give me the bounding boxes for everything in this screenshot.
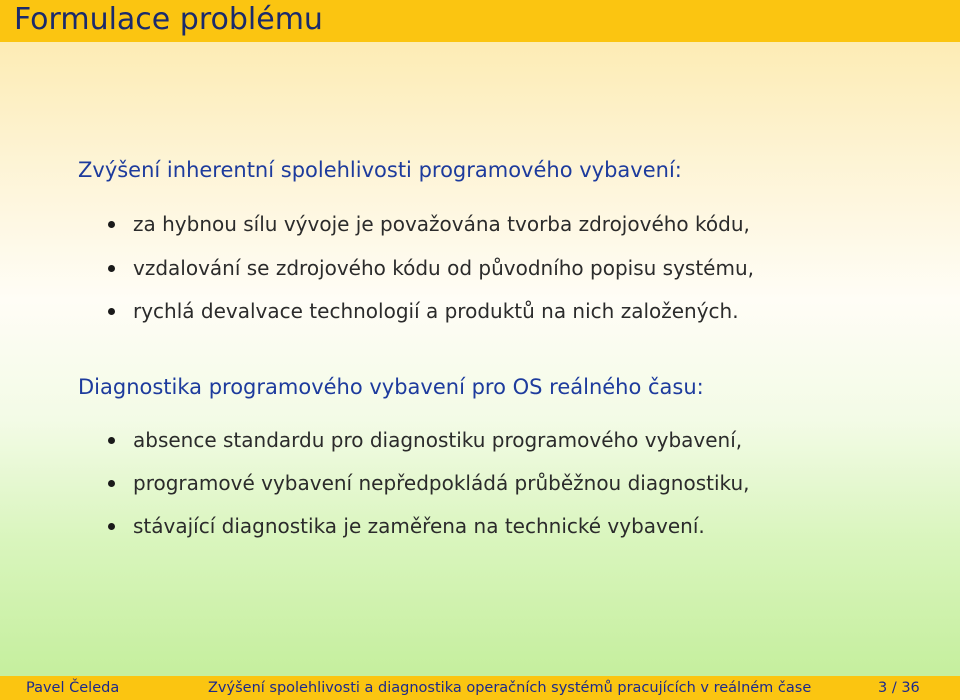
list-item <box>108 298 739 324</box>
footer-author-box <box>0 676 145 700</box>
footer-page-number: 3 / 36 <box>878 680 920 696</box>
list-item-text: za hybnou sílu vývoje je považována tvorba zdrojového kódu, <box>133 212 750 236</box>
bullet-icon <box>108 523 115 530</box>
footer-page-box <box>820 676 960 700</box>
list-item-text: vzdalování se zdrojového kódu od původního popisu systému, <box>133 256 754 280</box>
bullet-icon <box>108 480 115 487</box>
footer-presentation-title: Zvýšení spolehlivosti a diagnostika operačních systémů pracujících v reálném čase <box>208 680 812 696</box>
slide-title: Formulace problému <box>14 2 323 37</box>
footer <box>0 676 960 700</box>
list-item-text: programové vybavení nepředpokládá průběžnou diagnostiku, <box>133 471 750 495</box>
bullet-icon <box>108 308 115 315</box>
title-bar <box>0 0 960 42</box>
bullet-icon <box>108 437 115 444</box>
section-heading-1: Zvýšení inherentní spolehlivosti programového vybavení: <box>78 158 682 182</box>
bullet-icon <box>108 265 115 272</box>
section-heading-2: Diagnostika programového vybavení pro OS reálného času: <box>78 375 704 399</box>
list-item <box>108 427 742 453</box>
list-item-text: stávající diagnostika je zaměřena na technické vybavení. <box>133 514 705 538</box>
bullet-icon <box>108 221 115 228</box>
list-item <box>108 255 754 281</box>
footer-title-box <box>145 676 820 700</box>
list-item <box>108 470 750 496</box>
list-item-text: rychlá devalvace technologií a produktů na nich založených. <box>133 299 739 323</box>
list-item-text: absence standardu pro diagnostiku programového vybavení, <box>133 428 743 452</box>
list-item <box>108 211 750 237</box>
list-item <box>108 513 705 539</box>
footer-author: Pavel Čeleda <box>26 680 120 696</box>
